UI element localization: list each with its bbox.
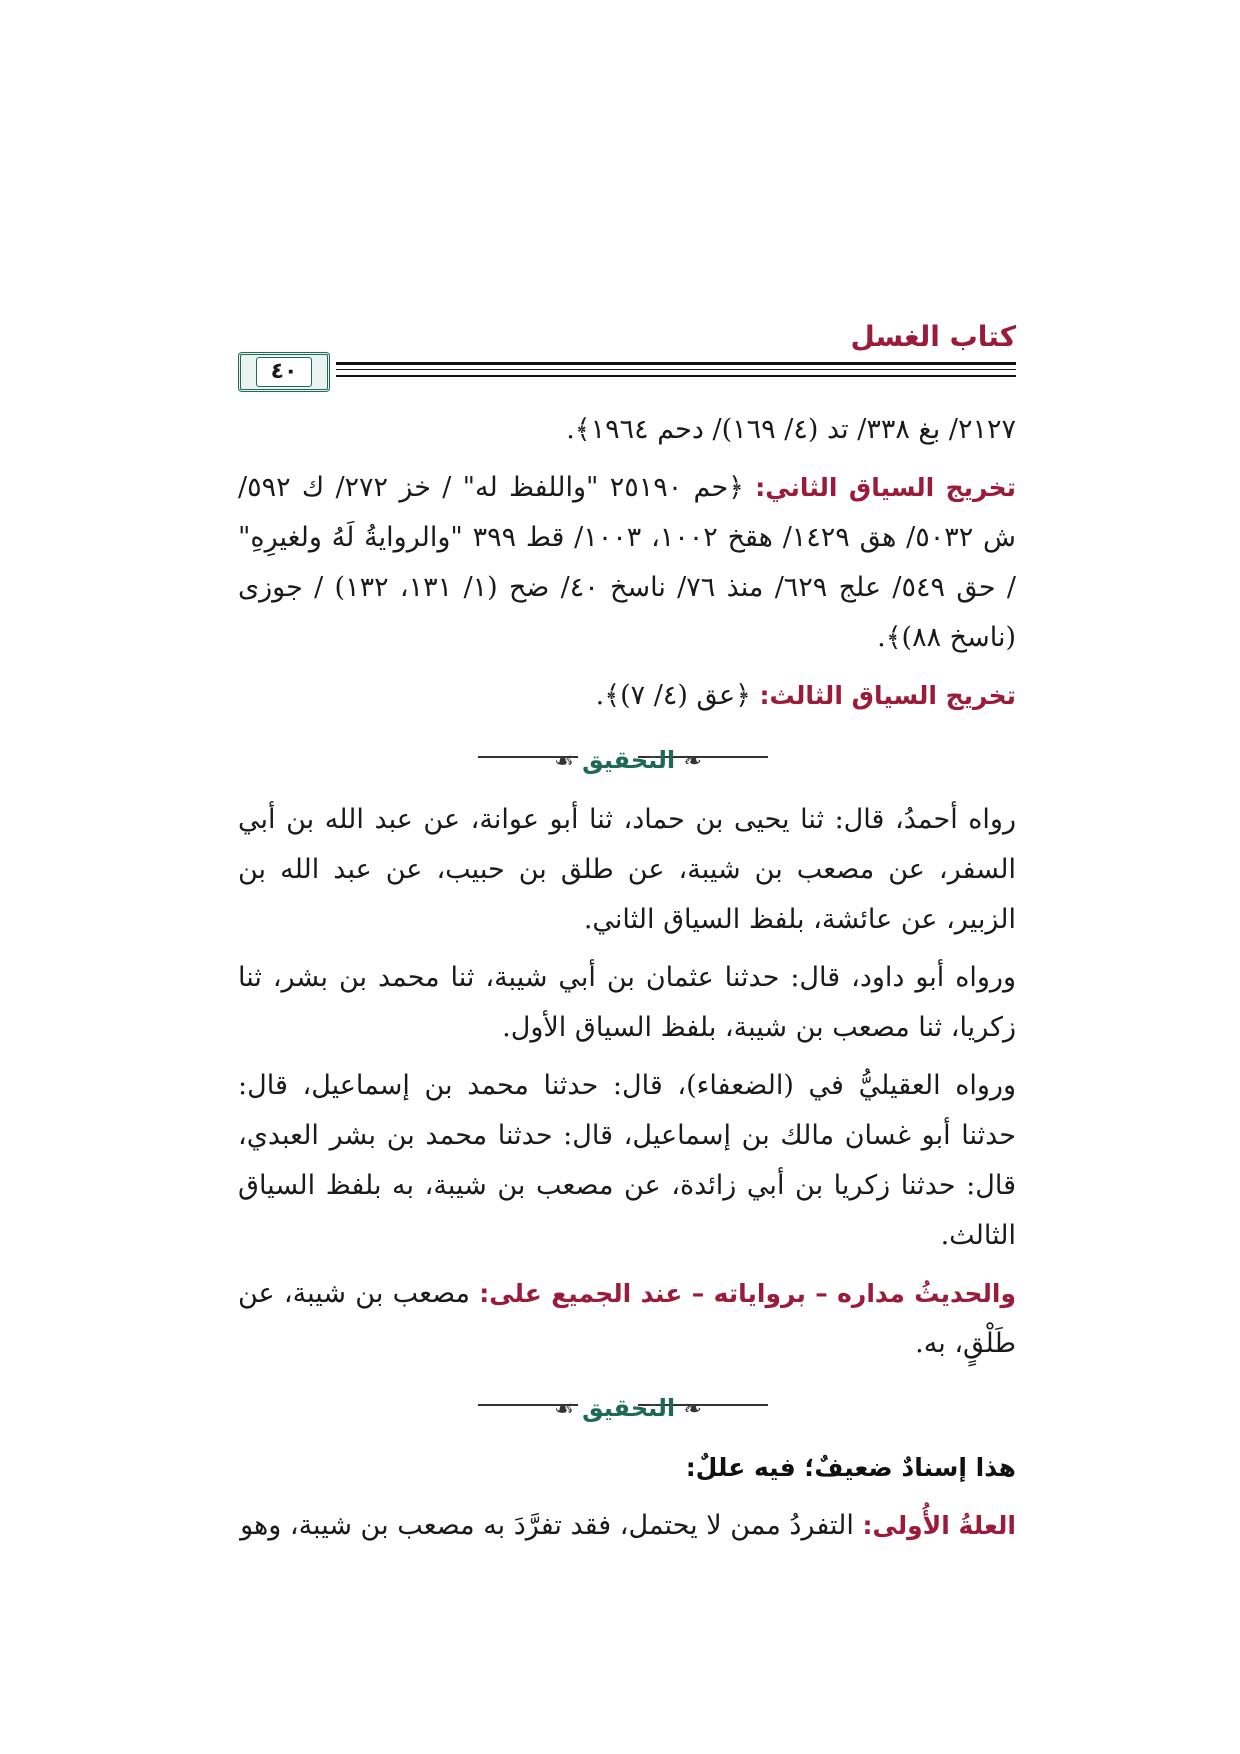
paragraph-text: مصعب بن شيبة، عن طَلْقٍ، به. bbox=[238, 1278, 1016, 1359]
section-label: تخريج السياق الثالث: bbox=[759, 681, 1016, 710]
running-header bbox=[238, 320, 1016, 392]
paragraph-text: ﴿حم ٢٥١٩٠ "واللفظ له" / خز ٢٧٢/ ك ٥٩٢/ ش ٥٠٣٢/ هق ١٤٢٩/ هقخ ١٠٠٢، ١٠٠٣/ قط ٣٩٩ "والروايةُ لَهُ ولغيرِهِ" / حق ٥٤٩/ علج ٦٢٩/ منذ ٧٦/ ناسخ ٤٠/ ضح (١/ ١٣١، ١٣٢) / جوزى (ناسخ ٨٨)﴾. bbox=[238, 472, 1016, 653]
divider-text: التحقيق bbox=[582, 1394, 676, 1422]
paragraph: ورواه أبو داود، قال: حدثنا عثمان بن أبي شيبة، ثنا محمد بن بشر، ثنا زكريا، ثنا مصعب بن شيبة، بلفظ السياق الأول. bbox=[238, 962, 1016, 1043]
paragraph bbox=[238, 1269, 1016, 1369]
section-divider bbox=[238, 729, 1016, 785]
paragraph bbox=[238, 463, 1016, 663]
page-number: ٤٠ bbox=[256, 357, 313, 387]
paragraph: ورواه العقيليُّ في (الضعفاء)، قال: حدثنا محمد بن إسماعيل، قال: حدثنا أبو غسان مالك بن إسماعيل، قال: حدثنا محمد بن بشر العبدي، قال: حدثنا زكريا بن أبي زائدة، عن مصعب بن شيبة، به بلفظ السياق الثالث. bbox=[238, 1070, 1017, 1251]
paragraph: رواه أحمدُ، قال: ثنا يحيى بن حماد، ثنا أبو عوانة، عن عبد الله بن أبي السفر، عن مصعب بن شيبة، عن طلق بن حبيب، عن عبد الله بن الزبير، عن عائشة، بلفظ السياق الثاني. bbox=[238, 804, 1016, 935]
header-rule bbox=[336, 362, 1016, 365]
divider-title bbox=[478, 1383, 778, 1435]
paragraph-text: التفردُ ممن لا يحتمل، فقد تفرَّدَ به مصعب بن شيبة، وهو bbox=[240, 1510, 863, 1541]
section-label: العلةُ الأُولى: bbox=[862, 1511, 1016, 1540]
divider-text: التحقيق bbox=[582, 746, 676, 774]
page-number-badge bbox=[238, 352, 330, 392]
paragraph bbox=[238, 671, 1016, 721]
paragraph: ٢١٢٧/ بغ ٣٣٨/ تد (٤/ ١٦٩)/ دحم ١٩٦٤﴾. bbox=[566, 414, 1016, 445]
paragraph bbox=[238, 1501, 1016, 1551]
header-rule bbox=[336, 375, 1016, 377]
section-label: تخريج السياق الثاني: bbox=[755, 473, 1016, 502]
header-rule bbox=[336, 369, 1016, 370]
section-divider bbox=[238, 1377, 1016, 1433]
book-title: كتاب الغسل bbox=[850, 320, 1016, 353]
flourish-icon: ❧ bbox=[683, 1397, 702, 1422]
divider-title bbox=[478, 735, 778, 787]
page-body bbox=[238, 405, 1016, 1559]
paragraph bbox=[238, 1443, 1016, 1493]
section-heading: هذا إسنادٌ ضعيفٌ؛ فيه عللٌ: bbox=[685, 1453, 1016, 1482]
flourish-icon: ❧ bbox=[683, 749, 702, 774]
paragraph-text: ﴿عق (٤/ ٧)﴾. bbox=[595, 680, 760, 711]
flourish-icon: ☙ bbox=[554, 749, 574, 774]
section-label: والحديثُ مداره – برواياته – عند الجميع على: bbox=[479, 1279, 1016, 1308]
flourish-icon: ☙ bbox=[554, 1397, 574, 1422]
